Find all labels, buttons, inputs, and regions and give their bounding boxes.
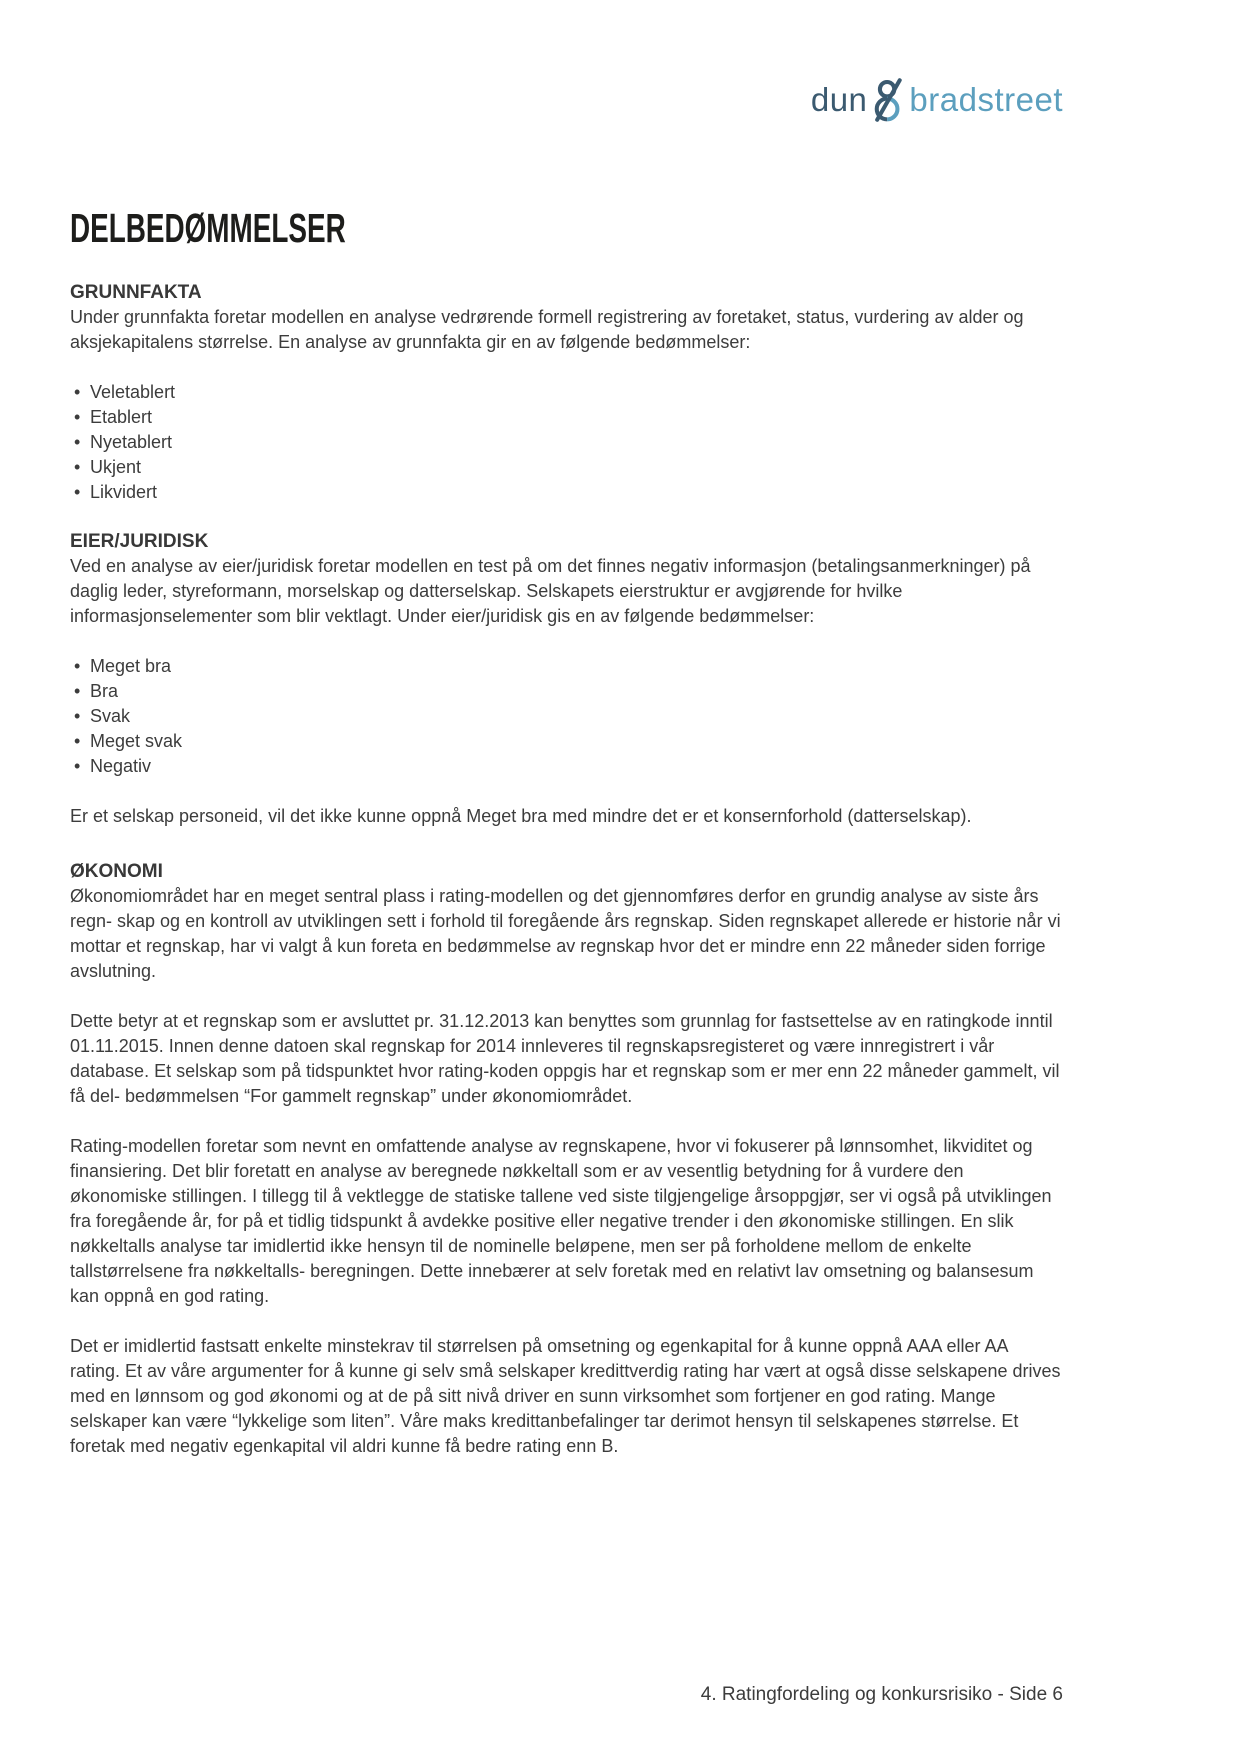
- logo-text-bradstreet: bradstreet: [909, 80, 1063, 118]
- bullet-item: • Bra: [74, 679, 1062, 704]
- bullet-list: [70, 380, 1062, 505]
- section-paragraph: Rating-modellen foretar som nevnt en omfattende analyse av regnskapene, hvor vi fokuserer på lønnsomhet, likviditet og finansiering. Det blir foretatt en analyse av beregnede nøkkeltall som er av vesentlig betydning for å vurdere den økonomiske stillingen. I tillegg til å vektlegge de statiske tallene ved siste tilgjengelige årsoppgjør, ser vi også på utviklingen fra foregående år, for på et tidlig tidspunkt å avdekke positive eller negative trender i den økonomiske stillingen. En slik nøkkeltalls analyse tar imidlertid ikke hensyn til de nominelle beløpene, men ser på forholdene mellom de enkelte tallstørrelsene fra nøkkeltalls- beregningen. Dette innebærer at selv foretak med en relativt lav omsetning og balansesum kan oppnå en god rating.: [70, 1136, 1052, 1306]
- section-heading: ØKONOMI: [70, 861, 163, 882]
- bullet-item: • Etablert: [74, 405, 1062, 430]
- bullet-item: • Negativ: [74, 754, 1062, 779]
- bullet-item: • Ukjent: [74, 455, 1062, 480]
- bullet-item: • Likvidert: [74, 480, 1062, 505]
- bullet-item: • Nyetablert: [74, 430, 1062, 455]
- bullet-item: • Veletablert: [74, 380, 1062, 405]
- section-paragraph: Er et selskap personeid, vil det ikke kunne oppnå Meget bra med mindre det er et konsernforhold (datterselskap).: [70, 806, 972, 826]
- page-footer: 4. Ratingfordeling og konkursrisiko - Side 6: [700, 1684, 1063, 1705]
- section-heading: GRUNNFAKTA: [70, 282, 202, 303]
- document-content: [70, 0, 1062, 1459]
- bullet-item: • Meget svak: [74, 729, 1062, 754]
- section-intro: Økonomiområdet har en meget sentral plass i rating-modellen og det gjennomføres derfor en grundig analyse av siste års regn- skap og en kontroll av utviklingen sett i forhold til foregående års regnskap. Siden regnskapet allerede er historie når vi mottar et regnskap, har vi valgt å kun foreta en bedømmelse av regnskap hvor det er mindre enn 22 måneder siden forrige avslutning.: [70, 886, 1061, 981]
- section-intro: Ved en analyse av eier/juridisk foretar modellen en test på om det finnes negativ informasjon (betalingsanmerkninger) på daglig leder, styreformann, morselskap og datterselskap. Selskapets eierstruktur er avgjørende for hvilke informasjonselementer som blir vektlagt. Under eier/juridisk gis en av følgende bedømmelser:: [70, 556, 1031, 626]
- document-section: [70, 862, 1062, 1459]
- logo-text-dun: dun: [810, 80, 868, 118]
- bullet-list: [70, 654, 1062, 779]
- bullet-item: • Meget bra: [74, 654, 1062, 679]
- bullet-item: • Svak: [74, 704, 1062, 729]
- document-section: [70, 532, 1062, 829]
- section-intro: Under grunnfakta foretar modellen en analyse vedrørende formell registrering av foretaket, status, vurdering av alder og aksjekapitalens størrelse. En analyse av grunnfakta gir en av følgende bedømmelser:: [70, 307, 1024, 352]
- section-heading: EIER/JURIDISK: [70, 531, 209, 552]
- page-title: DELBEDØMMELSER: [70, 205, 346, 251]
- document-section: [70, 283, 1062, 505]
- section-paragraph: Dette betyr at et regnskap som er avsluttet pr. 31.12.2013 kan benyttes som grunnlag for fastsettelse av en ratingkode inntil 01.11.2015. Innen denne datoen skal regnskap for 2014 innleveres til regnskapsregisteret og være innregistrert i vår database. Et selskap som på tidspunktet hvor rating-koden oppgis har et regnskap som er mer enn 22 måneder gammelt, vil få del- bedømmelsen “For gammelt regnskap” under økonomiområdet.: [70, 1011, 1060, 1106]
- section-paragraph: Det er imidlertid fastsatt enkelte minstekrav til størrelsen på omsetning og egenkapital for å kunne oppnå AAA eller AA rating. Et av våre argumenter for å kunne gi selv små selskaper kredittverdig rating har vært at også disse selskapene drives med en lønnsom og god økonomi og at de på sitt nivå driver en sunn virksomhet som fortjener en god rating. Mange selskaper kan være “lykkelige som liten”. Våre maks kredittanbefalinger tar derimot hensyn til selskapenes størrelse. Et foretak med negativ egenkapital vil aldri kunne få bedre rating enn B.: [70, 1336, 1061, 1456]
